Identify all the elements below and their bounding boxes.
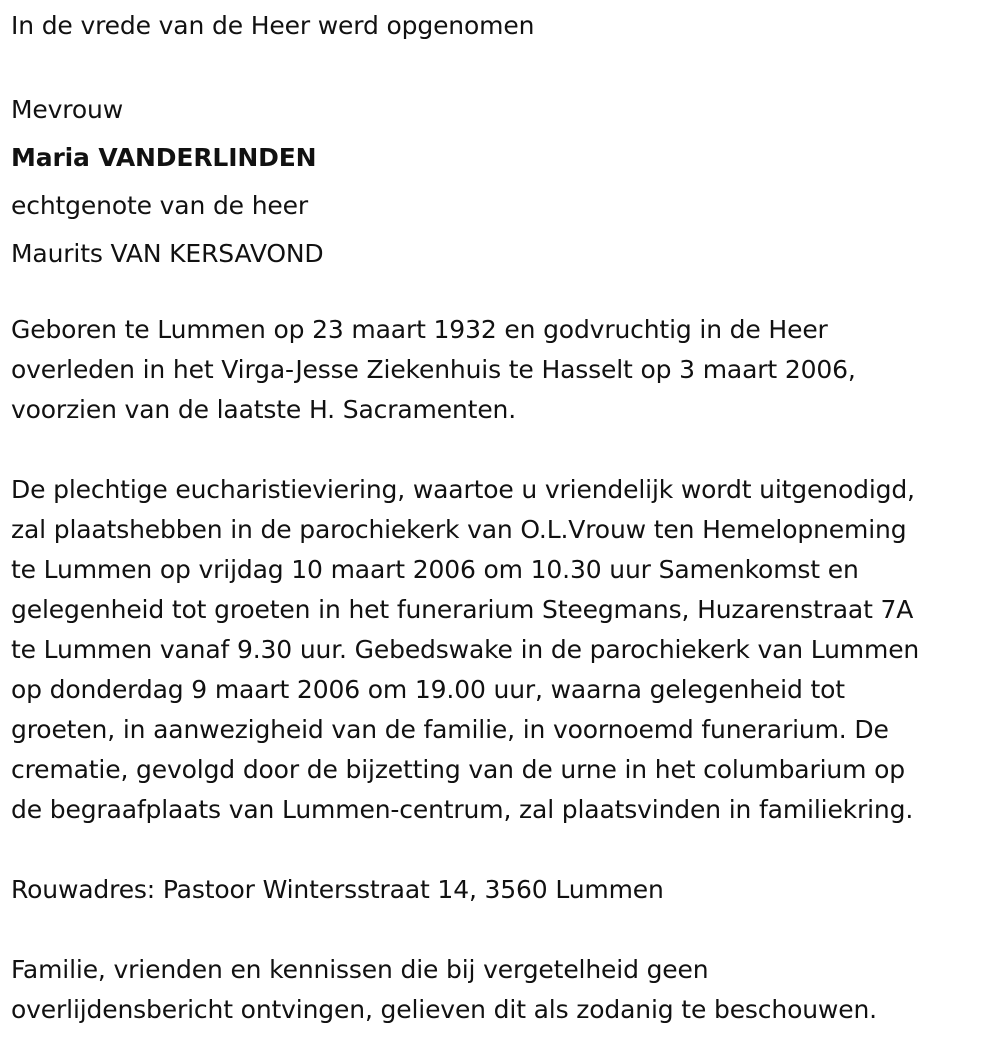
ceremony-paragraph [11, 470, 919, 830]
paragraph-line: gelegenheid tot groeten in het funerarium Steegmans, Huzarenstraat 7A [11, 595, 914, 624]
closing-paragraph [11, 950, 877, 1030]
spouse-intro: echtgenote van de heer [11, 191, 308, 220]
paragraph-line: te Lummen vanaf 9.30 uur. Gebedswake in de parochiekerk van Lummen [11, 635, 920, 664]
paragraph-line: de begraafplaats van Lummen-centrum, zal plaatsvinden in familiekring. [11, 795, 914, 824]
paragraph-line: overlijdensbericht ontvingen, gelieven dit als zodanig te beschouwen. [11, 995, 877, 1024]
salutation: Mevrouw [11, 95, 124, 124]
paragraph-line: op donderdag 9 maart 2006 om 19.00 uur, waarna gelegenheid tot [11, 675, 845, 704]
address-block [11, 870, 664, 910]
paragraph-line: crematie, gevolgd door de bijzetting van de urne in het columbarium op [11, 755, 905, 784]
paragraph-line: voorzien van de laatste H. Sacramenten. [11, 395, 517, 424]
deceased-block [11, 86, 324, 278]
intro-text: In de vrede van de Heer werd opgenomen [11, 11, 535, 40]
paragraph-line: te Lummen op vrijdag 10 maart 2006 om 10.30 uur Samenkomst en [11, 555, 859, 584]
paragraph-line: zal plaatshebben in de parochiekerk van O.L.Vrouw ten Hemelopneming [11, 515, 907, 544]
paragraph-line: Geboren te Lummen op 23 maart 1932 en godvruchtig in de Heer [11, 315, 828, 344]
deceased-name: Maria VANDERLINDEN [11, 143, 317, 172]
birth-death-paragraph [11, 310, 856, 430]
spouse-name: Maurits VAN KERSAVOND [11, 239, 324, 268]
paragraph-line: overleden in het Virga-Jesse Ziekenhuis te Hasselt op 3 maart 2006, [11, 355, 856, 384]
paragraph-line: groeten, in aanwezigheid van de familie, in voornoemd funerarium. De [11, 715, 889, 744]
paragraph-line: Familie, vrienden en kennissen die bij vergetelheid geen [11, 955, 709, 984]
mourning-address: Rouwadres: Pastoor Wintersstraat 14, 3560 Lummen [11, 875, 664, 904]
intro-block [11, 6, 534, 46]
paragraph-line: De plechtige eucharistieviering, waartoe u vriendelijk wordt uitgenodigd, [11, 475, 915, 504]
